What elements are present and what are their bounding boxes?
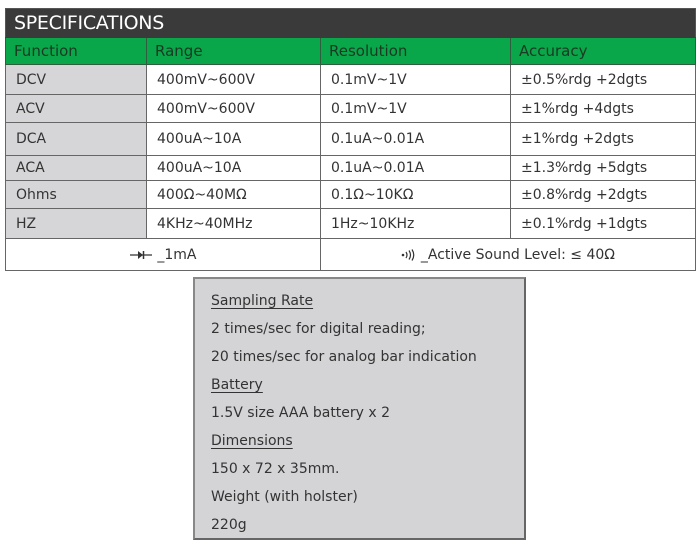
specifications-table bbox=[5, 8, 696, 271]
cell-range: 4KHz~40MHz bbox=[147, 209, 321, 239]
cell-function: ACA bbox=[6, 156, 147, 181]
additional-specs-box bbox=[193, 277, 526, 540]
table-row bbox=[6, 95, 696, 123]
cell-function: DCA bbox=[6, 123, 147, 156]
sound-icon bbox=[401, 248, 419, 262]
cell-range: 400mV~600V bbox=[147, 65, 321, 95]
cell-function: DCV bbox=[6, 65, 147, 95]
info-line: 20 times/sec for analog bar indication bbox=[211, 349, 477, 365]
cell-accuracy: ±1%rdg +2dgts bbox=[511, 123, 696, 156]
cell-resolution: 1Hz~10KHz bbox=[321, 209, 511, 239]
cell-function: ACV bbox=[6, 95, 147, 123]
info-line: 1.5V size AAA battery x 2 bbox=[211, 405, 391, 421]
table-row bbox=[6, 156, 696, 181]
header-function: Function bbox=[6, 38, 147, 65]
cell-range: 400uA~10A bbox=[147, 123, 321, 156]
info-line: Weight (with holster) bbox=[211, 489, 358, 505]
table-row bbox=[6, 209, 696, 239]
title-row bbox=[6, 9, 696, 38]
cell-resolution: 0.1mV~1V bbox=[321, 65, 511, 95]
cell-accuracy: ±0.8%rdg +2dgts bbox=[511, 181, 696, 209]
table-row bbox=[6, 181, 696, 209]
header-resolution: Resolution bbox=[321, 38, 511, 65]
cell-accuracy: ±0.5%rdg +2dgts bbox=[511, 65, 696, 95]
header-range: Range bbox=[147, 38, 321, 65]
cell-accuracy: ±1%rdg +4dgts bbox=[511, 95, 696, 123]
table-row bbox=[6, 123, 696, 156]
footer-row bbox=[6, 239, 696, 271]
dimensions-heading: Dimensions bbox=[211, 433, 293, 449]
diode-test-text: _1mA bbox=[157, 246, 197, 263]
info-line: 150 x 72 x 35mm. bbox=[211, 461, 340, 477]
cell-range: 400uA~10A bbox=[147, 156, 321, 181]
cell-accuracy: ±0.1%rdg +1dgts bbox=[511, 209, 696, 239]
header-accuracy: Accuracy bbox=[511, 38, 696, 65]
continuity-cell bbox=[321, 239, 696, 271]
continuity-text: _Active Sound Level: ≤ 40Ω bbox=[420, 246, 615, 263]
cell-resolution: 0.1uA~0.01A bbox=[321, 156, 511, 181]
battery-heading: Battery bbox=[211, 377, 263, 393]
cell-resolution: 0.1mV~1V bbox=[321, 95, 511, 123]
cell-function: Ohms bbox=[6, 181, 147, 209]
cell-function: HZ bbox=[6, 209, 147, 239]
diode-icon bbox=[130, 248, 156, 262]
diode-test-cell bbox=[6, 239, 321, 271]
sampling-rate-heading: Sampling Rate bbox=[211, 293, 314, 309]
table-title: SPECIFICATIONS bbox=[6, 9, 696, 38]
cell-resolution: 0.1Ω~10KΩ bbox=[321, 181, 511, 209]
info-line: 220g bbox=[211, 517, 247, 533]
cell-accuracy: ±1.3%rdg +5dgts bbox=[511, 156, 696, 181]
cell-range: 400mV~600V bbox=[147, 95, 321, 123]
cell-resolution: 0.1uA~0.01A bbox=[321, 123, 511, 156]
cell-range: 400Ω~40MΩ bbox=[147, 181, 321, 209]
header-row bbox=[6, 38, 696, 65]
table-row bbox=[6, 65, 696, 95]
info-line: 2 times/sec for digital reading; bbox=[211, 321, 426, 337]
